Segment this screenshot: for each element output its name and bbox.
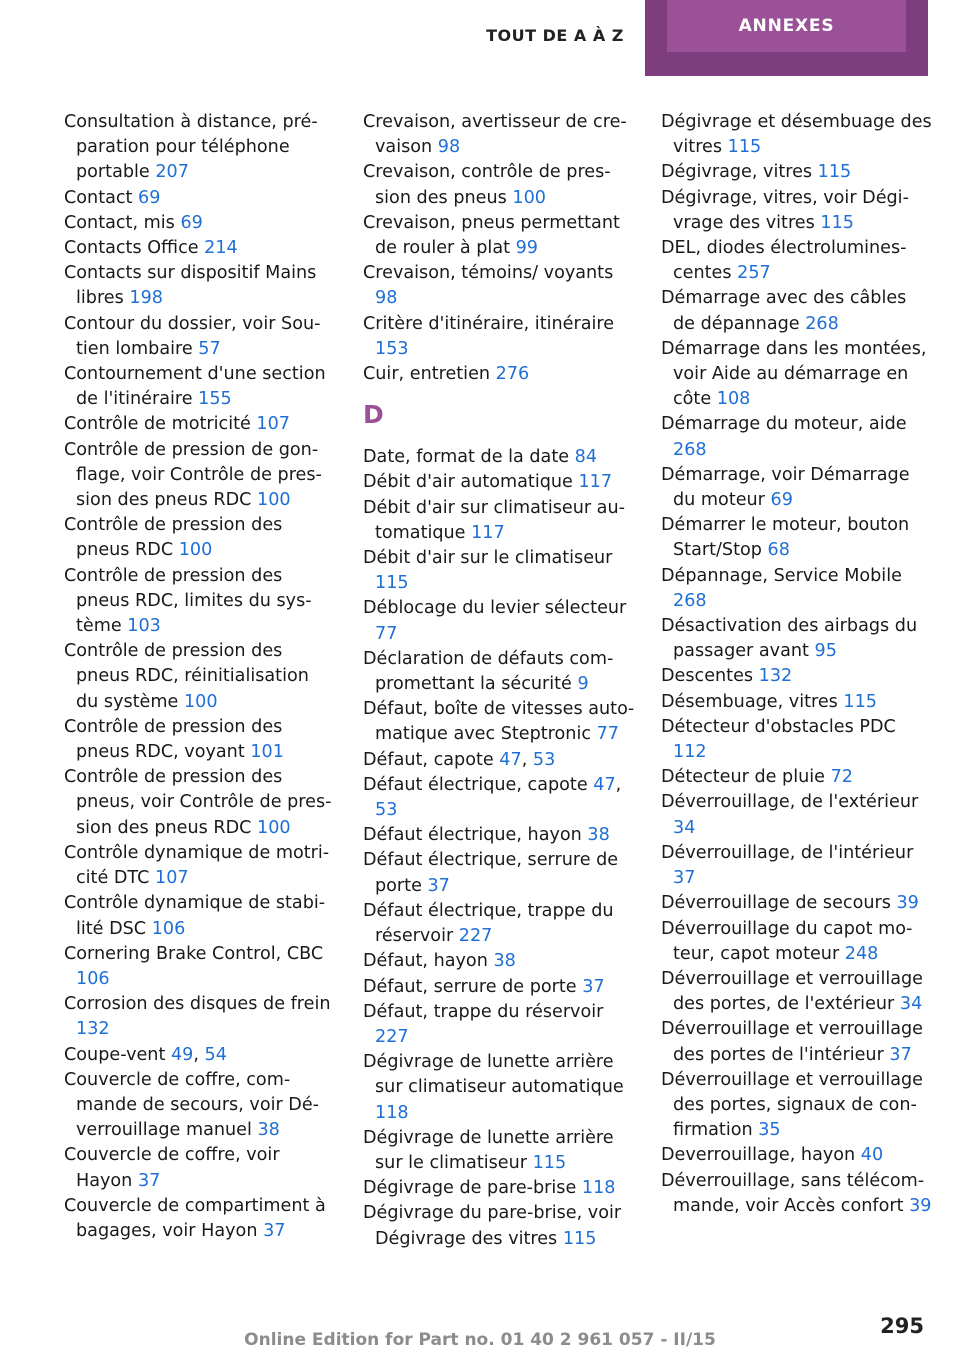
index-entry-text: Dégivrage du pare-brise, voir Dégivrage des vitres [363, 1203, 622, 1249]
page-reference-link[interactable]: 69 [180, 212, 203, 233]
index-entry-text: Démarrage avec des câbles de dépannage [661, 288, 907, 334]
index-entry [363, 1050, 635, 1126]
index-entry [363, 261, 635, 311]
index-entry [64, 1043, 336, 1068]
index-entry [661, 765, 933, 790]
index-entry [64, 891, 336, 941]
page-reference-link[interactable]: 47 [499, 749, 522, 770]
index-entry [363, 848, 635, 898]
page-reference-link[interactable]: 207 [155, 162, 189, 183]
page-reference-link[interactable]: 53 [532, 749, 556, 770]
page-reference-link[interactable]: 115 [727, 137, 762, 158]
page-reference-link[interactable]: 112 [673, 742, 707, 763]
index-entry [64, 412, 336, 437]
index-entry [661, 917, 933, 967]
index-entry [64, 211, 336, 236]
page-reference-link[interactable]: 115 [820, 212, 854, 233]
index-entry [64, 639, 336, 715]
index-entry-text: Contrôle dynamique de stabilité DSC [64, 893, 326, 939]
index-entry [661, 286, 933, 336]
index-entry-text: Contrôle de pression de gonflage, voir Contrôle de pression des pneus RDC [64, 439, 322, 511]
index-entry [363, 445, 635, 470]
index-entry-text: Défaut, hayon [363, 951, 488, 972]
page-reference-link[interactable]: 38 [257, 1120, 280, 1141]
index-entry [363, 1000, 635, 1050]
index-entry-text: Crevaison, contrôle de pression des pneus [363, 162, 611, 208]
index-entry [64, 841, 336, 891]
page-reference-link[interactable]: 37 [673, 868, 696, 889]
page-reference-link[interactable]: 37 [263, 1220, 286, 1241]
index-entry-text: Déverrouillage, de l'extérieur [661, 792, 919, 813]
index-entry [661, 664, 933, 689]
index-entry-text: Déverrouillage, de l'intérieur [661, 842, 914, 863]
index-entry-text: Débit d'air automatique [363, 472, 573, 493]
index-entry [64, 715, 336, 765]
page-reference-link[interactable]: 118 [375, 1102, 409, 1123]
page-reference-link[interactable]: 268 [805, 313, 839, 334]
index-entry [661, 1068, 933, 1144]
index-entry-text: Corrosion des disques de frein [64, 994, 331, 1015]
index-entry-text: Défaut, trappe du réservoir [363, 1001, 604, 1022]
index-entry [363, 1176, 635, 1201]
page-reference-link[interactable]: 106 [76, 968, 110, 989]
index-entry-text: Critère d'itinéraire, itinéraire [363, 313, 615, 334]
index-entry-text: Deverrouillage, hayon [661, 1145, 856, 1166]
index-entry [64, 1194, 336, 1244]
page-reference-link[interactable]: 40 [860, 1145, 884, 1166]
index-entry-text: Démarrage du moteur, aide [661, 414, 907, 435]
page-reference-link[interactable]: 37 [137, 1170, 161, 1191]
index-entry [64, 942, 336, 992]
index-entry [64, 362, 336, 412]
index-entry [363, 160, 635, 210]
index-entry-text: Déclaration de défauts compromettant la sécurité [363, 648, 614, 695]
page-reference-link[interactable]: 132 [758, 666, 793, 687]
index-entry-text: Cornering Brake Control, CBC [64, 943, 324, 964]
page-reference-link[interactable]: 37 [427, 875, 450, 896]
index-entry [363, 1126, 635, 1176]
index-entry [363, 596, 635, 646]
index-entry-text: Déverrouillage de secours [661, 893, 891, 914]
index-entry-text: Dégivrage de lunette arrière sur climatiseur automatique [363, 1052, 624, 1098]
index-entry [363, 470, 635, 495]
index-entry-text: Contrôle de pression des pneus RDC [64, 515, 283, 561]
index-column-2 [363, 110, 635, 1252]
index-entry [363, 697, 635, 747]
section-letter: D [363, 400, 384, 430]
index-entry [64, 438, 336, 514]
page-reference-link[interactable]: 95 [814, 641, 837, 662]
index-entry [363, 496, 635, 546]
page-reference-link[interactable]: 108 [716, 389, 751, 410]
page-separator: , [521, 749, 533, 770]
index-entry-text: Contacts sur dispositif Mains libres [64, 263, 317, 309]
index-entry [64, 261, 336, 311]
page-reference-link[interactable]: 34 [673, 817, 696, 838]
index-entry [661, 614, 933, 664]
index-column-1 [64, 110, 336, 1244]
index-entry-text: Détecteur de pluie [661, 767, 825, 788]
index-entry-text: Contrôle de pression des pneus RDC, voyant [64, 716, 283, 763]
index-entry [363, 110, 635, 160]
page-reference-link[interactable]: 115 [375, 573, 409, 594]
page-reference-link[interactable]: 34 [899, 994, 923, 1015]
index-entry [661, 412, 933, 462]
index-entry-text: Démarrage dans les montées, voir Aide au démarrage en côte [661, 338, 927, 410]
page-reference-link[interactable]: 106 [151, 918, 186, 939]
index-entry-text: Déblocage du levier sélecteur [363, 598, 627, 619]
page-reference-link[interactable]: 37 [889, 1044, 912, 1065]
page-reference-link[interactable]: 101 [250, 742, 284, 763]
footer-edition: Online Edition for Part no. 01 40 2 961 057 - II/15 [244, 1330, 716, 1350]
page-reference-link[interactable]: 54 [204, 1044, 227, 1065]
index-entry-text: Déverrouillage, sans télécommande, voir Accès confort [661, 1170, 925, 1216]
index-entry [363, 546, 635, 596]
page-reference-link[interactable]: 214 [204, 238, 238, 259]
page-reference-link[interactable]: 257 [737, 263, 771, 284]
page-reference-link[interactable]: 268 [673, 590, 707, 611]
index-entry [64, 236, 336, 261]
index-entry [363, 647, 635, 697]
index-entry-text: Couvercle de coffre, commande de secours, voir Déverrouillage manuel [64, 1069, 320, 1141]
index-entry [363, 748, 635, 773]
index-entry-text: Contrôle dynamique de motricité DTC [64, 842, 330, 889]
index-entry-text: Dépannage, Service Mobile [661, 565, 902, 586]
index-entry-text: Défaut, serrure de porte [363, 976, 577, 997]
index-entry [64, 312, 336, 362]
page-reference-link[interactable]: 227 [375, 1026, 409, 1047]
index-entry-text: Cuir, entretien [363, 364, 491, 385]
index-entry-text: Dégivrage, vitres [661, 162, 813, 183]
index-entry-text: Défaut électrique, hayon [363, 825, 582, 846]
index-entry [661, 337, 933, 413]
index-entry [64, 1068, 336, 1144]
index-entry-text: Désembuage, vitres [661, 691, 838, 712]
index-entry-text: Contournement d'une section de l'itinéraire [64, 364, 326, 410]
index-entry-text: Dégivrage de lunette arrière sur le climatiseur [363, 1127, 614, 1173]
index-entry [661, 513, 933, 563]
index-entry [363, 823, 635, 848]
page-reference-link[interactable]: 107 [155, 868, 189, 889]
index-entry-text: Descentes [661, 666, 754, 687]
page-reference-link[interactable]: 100 [257, 817, 291, 838]
index-entry-text: Contrôle de pression des pneus, voir Contrôle de pression des pneus RDC [64, 767, 332, 838]
section-title: TOUT DE A À Z [486, 25, 624, 45]
index-entry-text: Détecteur d'obstacles PDC [661, 716, 896, 737]
index-entry [64, 765, 336, 841]
index-entry-text: Défaut électrique, trappe du réservoir [363, 900, 614, 947]
index-entry [661, 186, 933, 236]
index-entry [661, 790, 933, 840]
index-entry-text: Déverrouillage et verrouillage des portes, de l'extérieur [661, 968, 923, 1015]
page-reference-link[interactable]: 248 [844, 943, 879, 964]
index-entry-text: Démarrage, voir Démarrage du moteur [661, 464, 910, 511]
page-reference-link[interactable]: 69 [770, 490, 793, 511]
index-entry [64, 564, 336, 640]
page-reference-link[interactable]: 77 [596, 724, 619, 745]
index-entry-text: Dégivrage, vitres, voir Dégivrage des vitres [661, 187, 909, 233]
page-reference-link[interactable]: 115 [532, 1152, 567, 1173]
index-entry-text: Contrôle de pression des pneus RDC, limites du système [64, 565, 312, 637]
index-entry-text: Couvercle de coffre, voir Hayon [64, 1145, 280, 1191]
index-entry-text: DEL, diodes électroluminescentes [661, 238, 907, 284]
index-entry [661, 110, 933, 160]
page-reference-link[interactable]: 57 [198, 338, 221, 359]
index-entry [363, 949, 635, 974]
index-entry-text: Crevaison, témoins/ voyants [363, 263, 614, 284]
index-entry [363, 362, 635, 387]
page-reference-link[interactable]: 115 [562, 1228, 597, 1249]
index-entry [363, 773, 635, 823]
index-entry-text: Démarrer le moteur, bouton Start/Stop [661, 515, 910, 561]
index-entry-text: Contacts Office [64, 238, 199, 259]
page-reference-link[interactable]: 98 [437, 137, 461, 158]
page-reference-link[interactable]: 47 [593, 774, 616, 795]
index-entry-text: Couvercle de compartiment à bagages, voir Hayon [64, 1195, 326, 1241]
index-entry [661, 715, 933, 765]
page-reference-link[interactable]: 72 [830, 767, 853, 788]
index-entry-text: Défaut, capote [363, 749, 494, 770]
page-reference-link[interactable]: 38 [587, 825, 610, 846]
page-reference-link[interactable]: 37 [582, 976, 605, 997]
index-entry-text: Crevaison, pneus permettant de rouler à plat [363, 212, 620, 259]
chapter-tab-label: ANNEXES [667, 0, 906, 52]
index-entry-text: Défaut électrique, serrure de porte [363, 850, 619, 896]
index-entry-text: Défaut électrique, capote [363, 774, 588, 795]
page-reference-link[interactable]: 68 [767, 540, 790, 561]
index-entry [64, 186, 336, 211]
index-entry [661, 690, 933, 715]
page-reference-link[interactable]: 39 [896, 893, 919, 914]
index-entry [661, 841, 933, 891]
index-entry-text: Contrôle de motricité [64, 414, 251, 435]
index-entry [661, 236, 933, 286]
page-reference-link[interactable]: 84 [574, 447, 598, 468]
page-reference-link[interactable]: 38 [493, 951, 516, 972]
index-entry [363, 975, 635, 1000]
page-reference-link[interactable]: 132 [76, 1019, 110, 1040]
page-reference-link[interactable]: 155 [198, 389, 232, 410]
index-entry-text: Contour du dossier, voir Soutien lombaire [64, 313, 321, 359]
index-entry-text: Date, format de la date [363, 447, 570, 468]
page-reference-link[interactable]: 115 [817, 162, 852, 183]
page-reference-link[interactable]: 115 [843, 691, 878, 712]
page-reference-link[interactable]: 117 [471, 522, 505, 543]
page-reference-link[interactable]: 100 [178, 540, 213, 561]
index-entry-text: Déverrouillage et verrouillage des portes, signaux de confirmation [661, 1069, 923, 1141]
page-reference-link[interactable]: 268 [673, 439, 707, 460]
index-entry [363, 1201, 635, 1251]
index-entry-text: Déverrouillage et verrouillage des portes de l'intérieur [661, 1019, 923, 1065]
page-reference-link[interactable]: 35 [758, 1120, 781, 1141]
index-entry-text: Contrôle de pression des pneus RDC, réinitialisation du système [64, 641, 309, 712]
index-entry-text: Coupe-vent [64, 1044, 166, 1065]
page-reference-link[interactable]: 198 [129, 288, 163, 309]
index-entry-text: Crevaison, avertisseur de crevaison [363, 112, 627, 158]
page-reference-link[interactable]: 103 [127, 616, 161, 637]
page-reference-link[interactable]: 39 [909, 1195, 932, 1216]
index-entry [661, 1143, 933, 1168]
index-entry-text: Désactivation des airbags du passager avant [661, 616, 918, 662]
index-entry [661, 891, 933, 916]
page-reference-link[interactable]: 49 [170, 1044, 194, 1065]
index-entry [661, 463, 933, 513]
index-entry [661, 160, 933, 185]
index-entry [363, 899, 635, 949]
index-entry [661, 1169, 933, 1219]
index-entry-text: Consultation à distance, préparation pour téléphone portable [64, 112, 318, 183]
page-separator: , [193, 1044, 205, 1065]
index-entry-text: Défaut, boîte de vitesses automatique avec Steptronic [363, 699, 635, 745]
index-entry-text: Débit d'air sur climatiseur automatique [363, 497, 625, 543]
page-reference-link[interactable]: 69 [138, 187, 161, 208]
page-separator: , [615, 774, 622, 795]
page-reference-link[interactable]: 99 [515, 238, 538, 259]
index-entry [661, 1017, 933, 1067]
index-entry-text: Contact [64, 187, 133, 208]
page-reference-link[interactable]: 77 [375, 623, 398, 644]
index-column-3 [661, 110, 933, 1219]
page-reference-link[interactable]: 107 [256, 414, 290, 435]
index-entry-text: Débit d'air sur le climatiseur [363, 548, 613, 569]
index-entry [64, 513, 336, 563]
index-entry [363, 211, 635, 261]
page-reference-link[interactable]: 276 [495, 364, 530, 385]
page-reference-link[interactable]: 117 [578, 472, 613, 493]
index-entry [64, 110, 336, 186]
index-entry [64, 992, 336, 1042]
page-reference-link[interactable]: 100 [512, 187, 546, 208]
page-reference-link[interactable]: 100 [183, 691, 218, 712]
index-entry-text: Dégivrage de pare-brise [363, 1178, 577, 1199]
index-entry-text: Contact, mis [64, 212, 175, 233]
page-reference-link[interactable]: 98 [375, 288, 398, 309]
page-number: 295 [880, 1314, 924, 1338]
index-entry-text: Dégivrage et désembuage des vitres [661, 112, 932, 158]
page-reference-link[interactable]: 100 [257, 490, 291, 511]
page-reference-link[interactable]: 53 [375, 800, 398, 821]
page-reference-link[interactable]: 118 [581, 1178, 616, 1199]
chapter-tab[interactable] [645, 0, 928, 76]
page-reference-link[interactable]: 153 [375, 338, 409, 359]
page-reference-link[interactable]: 9 [577, 674, 589, 695]
index-entry [661, 564, 933, 614]
index-entry [64, 1143, 336, 1193]
index-entry-text: Déverrouillage du capot moteur, capot moteur [661, 918, 913, 964]
page-reference-link[interactable]: 227 [458, 926, 493, 947]
index-entry [363, 312, 635, 362]
index-entry [661, 967, 933, 1017]
